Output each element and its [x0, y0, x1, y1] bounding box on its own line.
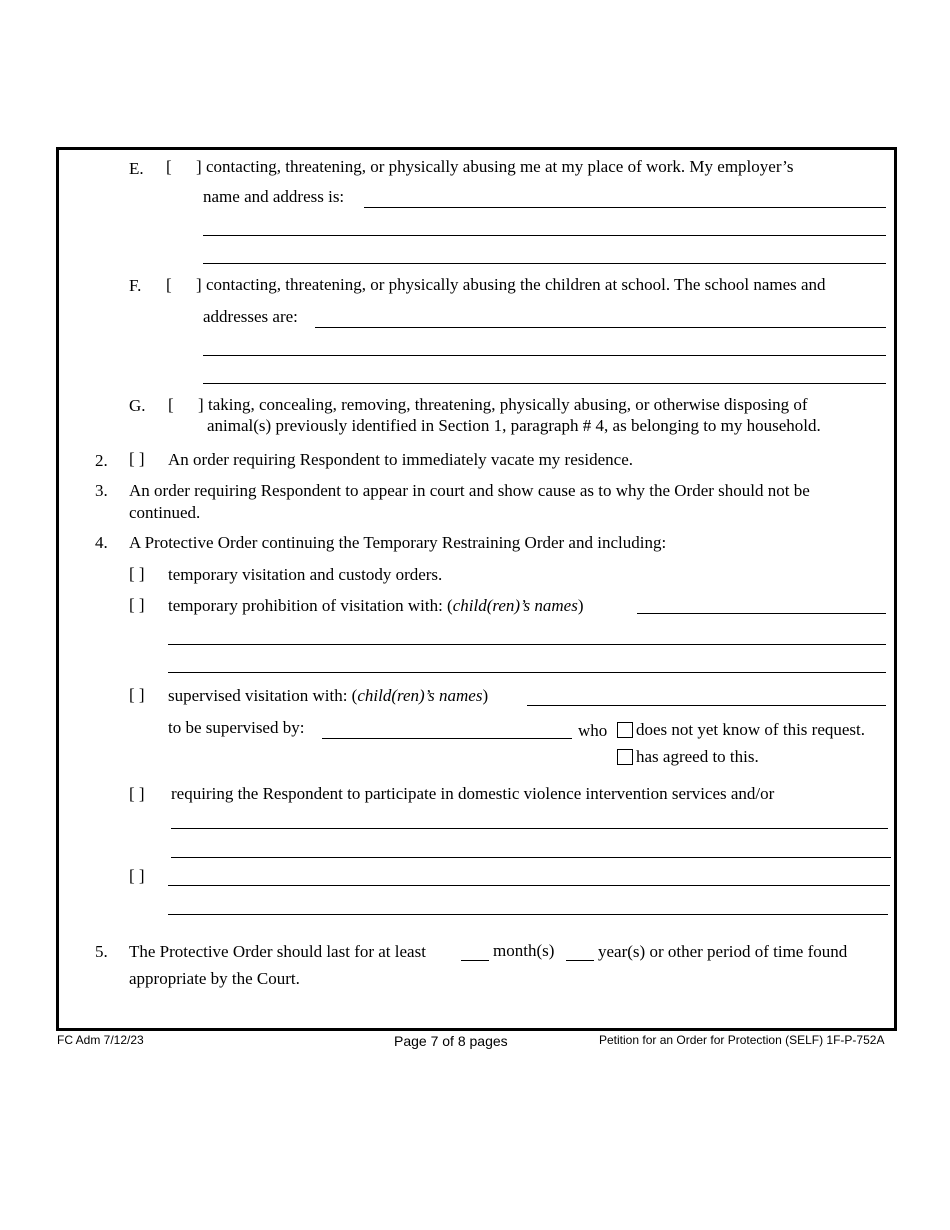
visitation-text: temporary visitation and custody orders. [168, 565, 443, 584]
employer-address-field-1[interactable] [364, 207, 886, 208]
dv-checkbox[interactable]: [ ] [129, 784, 145, 803]
employer-address-field-2[interactable] [203, 235, 886, 236]
has-agreed-text: has agreed to this. [636, 747, 759, 766]
section-e-letter: E. [129, 159, 144, 178]
item-4-number: 4. [95, 533, 108, 552]
item-3-text-line2: continued. [129, 503, 201, 522]
section-g-text-line2: animal(s) previously identified in Section 1, paragraph # 4, as belonging to my household. [207, 416, 821, 435]
supervised-checkbox[interactable]: [ ] [129, 685, 145, 704]
footer-form-title: Petition for an Order for Protection (SELF) 1F-P-752A [599, 1033, 885, 1047]
section-e-label: name and address is: [203, 187, 345, 206]
section-g-checkbox-open[interactable]: [ [168, 395, 174, 414]
section-f-text: contacting, threatening, or physically abusing the children at school. The school names and [206, 275, 826, 294]
item-5-text-a: The Protective Order should last for at least [129, 942, 426, 961]
section-f-checkbox-close[interactable]: ] [196, 275, 202, 294]
section-e-checkbox-open[interactable]: [ [166, 157, 172, 176]
dv-text: requiring the Respondent to participate in domestic violence intervention services and/or [171, 784, 775, 803]
section-e-checkbox-close[interactable]: ] [196, 157, 202, 176]
supervisor-field[interactable] [322, 738, 572, 739]
section-f-letter: F. [129, 276, 142, 295]
years-field[interactable] [566, 960, 594, 961]
prohibition-checkbox[interactable]: [ ] [129, 595, 145, 614]
dv-services-field-1[interactable] [171, 828, 888, 829]
item-5-text-c: year(s) or other period of time found [598, 942, 848, 961]
item-2-number: 2. [95, 451, 108, 470]
school-address-field-1[interactable] [315, 327, 886, 328]
school-address-field-2[interactable] [203, 355, 886, 356]
supervised-by-label: to be supervised by: [168, 718, 305, 737]
item-2-checkbox[interactable]: [ ] [129, 449, 145, 468]
item-4-text: A Protective Order continuing the Temporary Restraining Order and including: [129, 533, 667, 552]
who-label: who [578, 721, 608, 740]
item-2-text: An order requiring Respondent to immediately vacate my residence. [168, 450, 633, 469]
employer-address-field-3[interactable] [203, 263, 886, 264]
section-f-label: addresses are: [203, 307, 298, 326]
footer-form-code: FC Adm 7/12/23 [57, 1033, 144, 1047]
visitation-checkbox[interactable]: [ ] [129, 564, 145, 583]
prohibition-names-field-3[interactable] [168, 672, 886, 673]
section-g-text-line1: taking, concealing, removing, threatening, physically abusing, or otherwise disposing of [208, 395, 808, 414]
section-f-checkbox-open[interactable]: [ [166, 275, 172, 294]
supervised-names-field[interactable] [527, 705, 886, 706]
prohibition-names-field-1[interactable] [637, 613, 886, 614]
school-address-field-3[interactable] [203, 383, 886, 384]
other-field-1[interactable] [168, 885, 890, 886]
item-5-text-line2: appropriate by the Court. [129, 969, 300, 988]
item-5-text-b: month(s) [493, 941, 555, 960]
section-g-checkbox-close[interactable]: ] [198, 395, 204, 414]
does-not-know-checkbox[interactable] [617, 722, 633, 738]
item-5-number: 5. [95, 942, 108, 961]
footer-page-number: Page 7 of 8 pages [394, 1033, 508, 1049]
prohibition-text: temporary prohibition of visitation with: (child(ren)’s names) [168, 596, 584, 615]
has-agreed-checkbox[interactable] [617, 749, 633, 765]
prohibition-names-field-2[interactable] [168, 644, 886, 645]
other-field-2[interactable] [168, 914, 888, 915]
section-e-text: contacting, threatening, or physically abusing me at my place of work. My employer’s [206, 157, 794, 176]
item-3-text-line1: An order requiring Respondent to appear in court and show cause as to why the Order should not be [129, 481, 810, 500]
dv-services-field-2[interactable] [171, 857, 891, 858]
does-not-know-text: does not yet know of this request. [636, 720, 865, 739]
supervised-text: supervised visitation with: (child(ren)’s names) [168, 686, 489, 705]
other-checkbox[interactable]: [ ] [129, 866, 145, 885]
months-field[interactable] [461, 960, 489, 961]
item-3-number: 3. [95, 481, 108, 500]
section-g-letter: G. [129, 396, 146, 415]
